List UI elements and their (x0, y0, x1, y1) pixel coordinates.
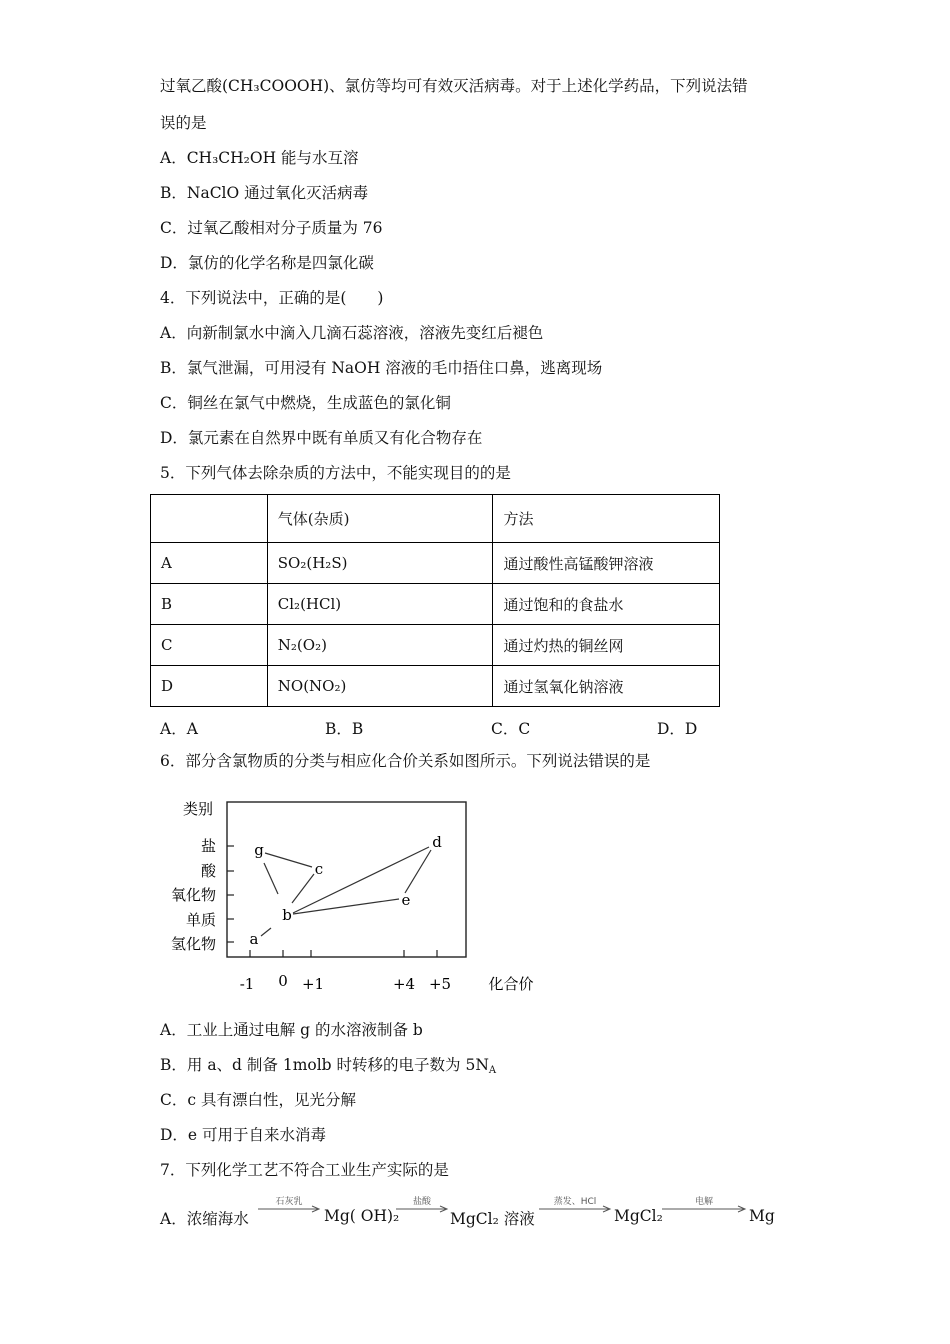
x-tick-label: -1 (239, 975, 255, 993)
graph-frame (227, 802, 466, 957)
table-cell: 通过灼热的铜丝网 (493, 625, 720, 666)
reaction-arrow (394, 1195, 450, 1219)
q3-option-b: B．NaClO 通过氧化灭活病毒 (160, 184, 369, 202)
point-c: c (314, 860, 324, 878)
q4-option-a: A．向新制氯水中滴入几滴石蕊溶液，溶液先变红后褪色 (160, 324, 544, 342)
table-cell: NO(NO₂) (267, 666, 493, 707)
q6-option-a: A．工业上通过电解 g 的水溶液制备 b (160, 1021, 423, 1039)
y-label-hydride: 氢化物 (170, 935, 216, 953)
q5-option-c: C．C (491, 720, 531, 738)
q7-a-prefix: A．浓缩海水 (160, 1210, 249, 1228)
y-label-element: 单质 (185, 911, 216, 929)
q4-option-d: D．氯元素在自然界中既有单质又有化合物存在 (160, 429, 483, 447)
point-d: d (432, 833, 442, 851)
q5-options (0, 717, 950, 737)
q3-option-d: D．氯仿的化学名称是四氯化碳 (160, 254, 374, 272)
x-tick-label: +4 (392, 975, 416, 993)
table-header-cell: 方法 (493, 495, 720, 543)
avogadro-subscript: A (488, 1065, 497, 1076)
q5-option-d: D．D (657, 720, 698, 738)
q7-stem: 7．下列化学工艺不符合工业生产实际的是 (160, 1161, 449, 1179)
q4-option-c: C．铜丝在氯气中燃烧，生成蓝色的氯化铜 (160, 394, 451, 412)
q4-stem: 4．下列说法中，正确的是( ) (160, 289, 384, 307)
reaction-arrow (256, 1195, 322, 1219)
q7-option-a (160, 1197, 940, 1237)
table-header-cell: 气体(杂质) (267, 495, 493, 543)
point-g: g (254, 841, 264, 859)
q6-option-b-line (160, 1055, 496, 1075)
table-row (151, 543, 720, 584)
q4-option-b: B．氯气泄漏，可用浸有 NaOH 溶液的毛巾捂住口鼻，逃离现场 (160, 359, 603, 377)
arrow-condition: 蒸发、HCl (553, 1197, 597, 1207)
point-e: e (401, 891, 411, 909)
table-cell: D (151, 666, 268, 707)
table-cell: 通过氢氧化钠溶液 (493, 666, 720, 707)
q5-option-b: B．B (325, 720, 364, 738)
arrow-condition: 电解 (694, 1197, 714, 1207)
q3-stem-line1: 过氧乙酸(CH₃COOOH)、氯仿等均可有效灭活病毒。对于上述化学药品，下列说法错 (160, 77, 748, 95)
table-cell: N₂(O₂) (267, 625, 493, 666)
x-tick-label: +1 (301, 975, 325, 993)
valence-category-graph (150, 790, 550, 1000)
q3-option-c: C．过氧乙酸相对分子质量为 76 (160, 219, 383, 237)
q5-table (150, 494, 720, 707)
reaction-arrow (537, 1195, 613, 1219)
y-ticks (227, 846, 234, 942)
y-label-acid: 酸 (200, 862, 216, 880)
table-header-cell (151, 495, 268, 543)
q6-option-d: D．e 可用于自来水消毒 (160, 1126, 327, 1144)
q6-option-b: B．用 a、d 制备 1molb 时转移的电子数为 5N (160, 1056, 489, 1074)
table-row (151, 584, 720, 625)
table-header-row (151, 495, 720, 543)
q7-a-step3: MgCl₂ (614, 1207, 663, 1225)
table-cell: B (151, 584, 268, 625)
table-row (151, 666, 720, 707)
y-axis-title: 类别 (182, 800, 214, 818)
q5-stem: 5．下列气体去除杂质的方法中，不能实现目的的是 (160, 464, 511, 482)
table-cell: 通过酸性高锰酸钾溶液 (493, 543, 720, 584)
x-tick-label: 0 (278, 972, 288, 990)
q6-option-c: C．c 具有漂白性，见光分解 (160, 1091, 356, 1109)
table-cell: SO₂(H₂S) (267, 543, 493, 584)
q6-stem: 6．部分含氯物质的分类与相应化合价关系如图所示。下列说法错误的是 (160, 752, 651, 770)
table-row (151, 625, 720, 666)
q3-stem-line2: 误的是 (160, 114, 207, 132)
table-cell: Cl₂(HCl) (267, 584, 493, 625)
y-label-oxide: 氧化物 (170, 886, 216, 904)
q5-option-a: A．A (160, 720, 198, 738)
q3-option-a: A．CH₃CH₂OH 能与水互溶 (160, 149, 359, 167)
point-a: a (249, 930, 259, 948)
y-label-salt: 盐 (200, 837, 216, 855)
arrow-condition: 石灰乳 (275, 1197, 303, 1207)
q7-a-step4: Mg (749, 1207, 775, 1225)
q7-a-step1: Mg( OH)₂ (324, 1207, 400, 1225)
arrow-condition: 盐酸 (412, 1197, 432, 1207)
x-tick-label: +5 (428, 975, 452, 993)
table-cell: 通过饱和的食盐水 (493, 584, 720, 625)
table-cell: C (151, 625, 268, 666)
point-b: b (282, 906, 292, 924)
x-ticks (250, 950, 437, 957)
reaction-arrow (660, 1195, 748, 1219)
table-cell: A (151, 543, 268, 584)
q7-a-step2: MgCl₂ 溶液 (450, 1210, 535, 1228)
x-axis-title: 化合价 (488, 975, 534, 993)
